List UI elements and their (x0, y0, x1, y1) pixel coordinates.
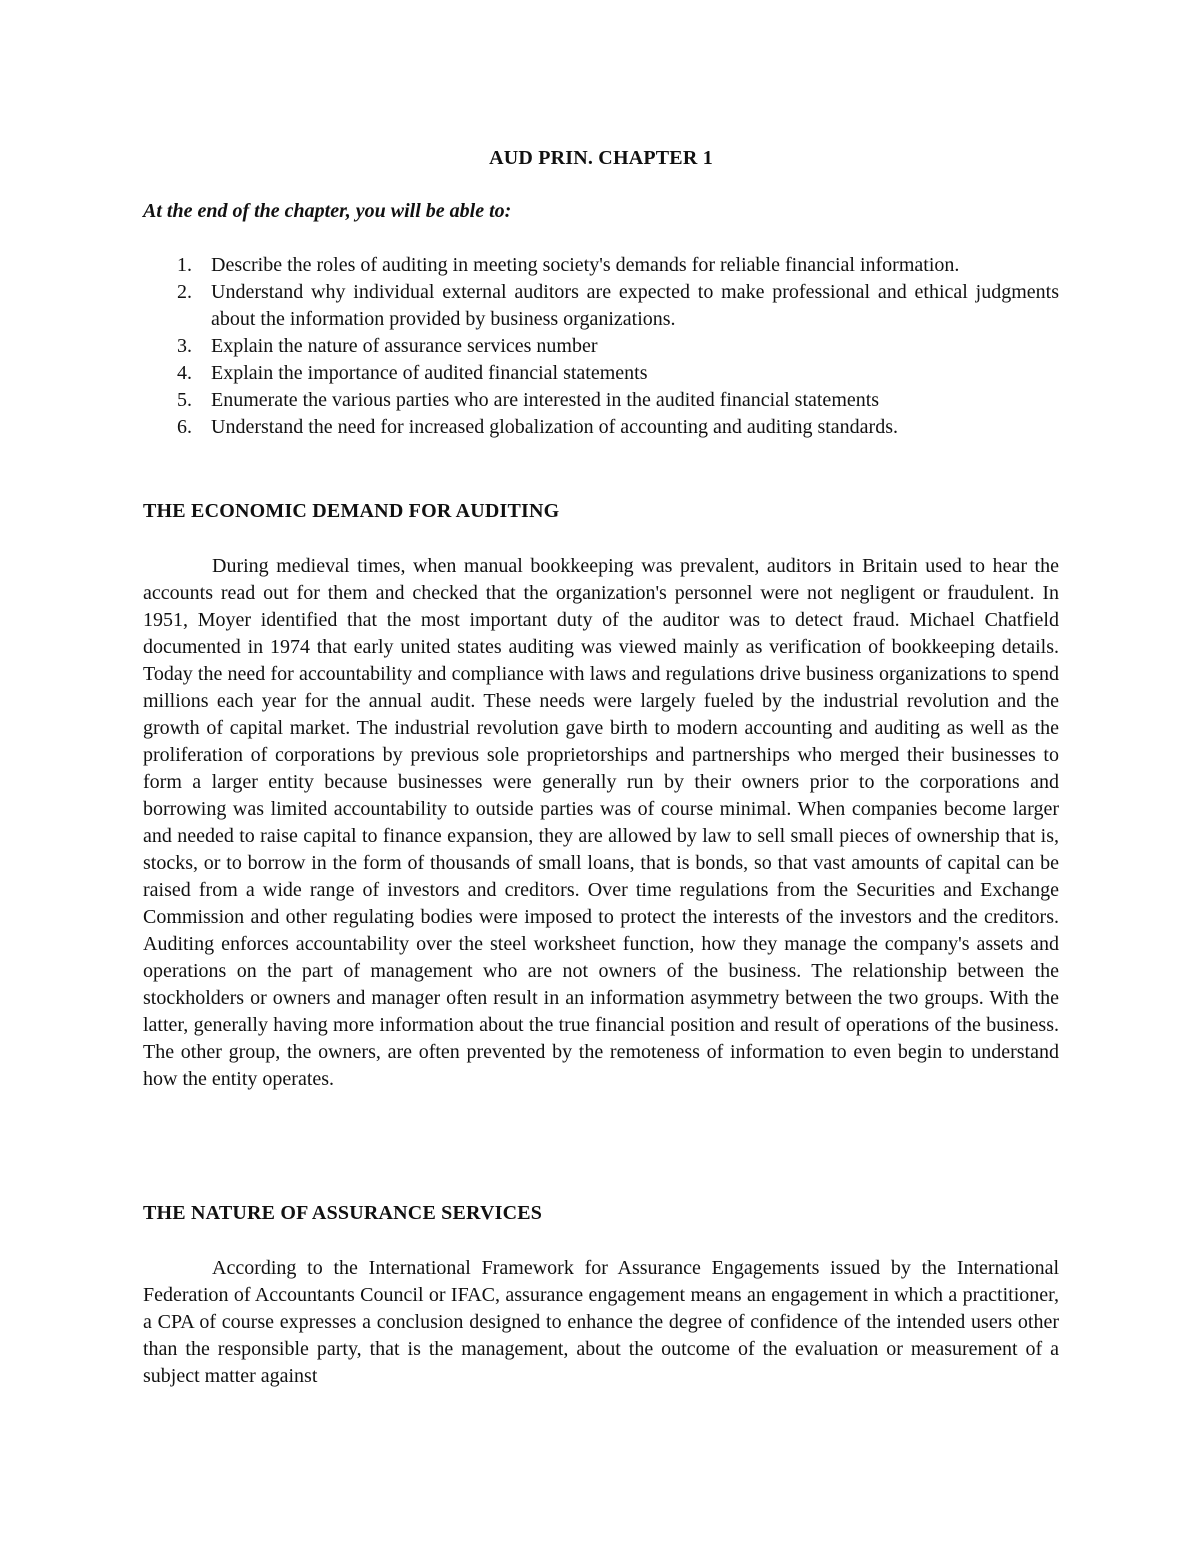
objective-text: Understand the need for increased globalization of accounting and auditing standards. (211, 416, 898, 438)
objective-item (143, 387, 1059, 414)
objective-item (143, 360, 1059, 387)
objective-item (143, 252, 1059, 279)
objective-item (143, 414, 1059, 441)
objective-item (143, 279, 1059, 333)
objectives-intro: At the end of the chapter, you will be able to: (143, 200, 512, 222)
section-heading-economic-demand: THE ECONOMIC DEMAND FOR AUDITING (143, 500, 560, 522)
objective-text: Explain the nature of assurance services number (211, 335, 598, 357)
objective-number: 2. (177, 281, 192, 303)
objective-number: 5. (177, 389, 192, 411)
learning-objectives-list (143, 252, 1059, 441)
section-body-economic-demand: During medieval times, when manual bookkeeping was prevalent, auditors in Britain used to hear the accounts read out for them and checked that the organization's personnel were not negligent or fraudulent. In 1951, Moyer identified that the most important duty of the auditor was to detect fraud. Michael Chatfield documented in 1974 that early united states auditing was viewed mainly as verification of bookkeeping details. Today the need for accountability and compliance with laws and regulations drive business organizations to spend millions each year for the annual audit. These needs were largely fueled by the industrial revolution and the growth of capital market. The industrial revolution gave birth to modern accounting and auditing as well as the proliferation of corporations by previous sole proprietorships and partnerships who merged their businesses to form a larger entity because businesses were generally run by their owners prior to the corporations and borrowing was limited accountability to outside parties was of course minimal. When companies become larger and needed to raise capital to finance expansion, they are allowed by law to sell small pieces of ownership that is, stocks, or to borrow in the form of thousands of small loans, that is bonds, so that vast amounts of capital can be raised from a wide range of investors and creditors. Over time regulations from the Securities and Exchange Commission and other regulating bodies were imposed to protect the interests of the investors and the creditors. Auditing enforces accountability over the steel worksheet function, how they manage the company's assets and operations on the part of management who are not owners of the business. The relationship between the stockholders or owners and manager often result in an information asymmetry between the two groups. With the latter, generally having more information about the true financial position and result of operations of the business. The other group, the owners, are often prevented by the remoteness of information to even begin to understand how the entity operates. (143, 555, 1059, 1090)
objective-text: Enumerate the various parties who are interested in the audited financial statements (211, 389, 880, 411)
objective-number: 4. (177, 362, 192, 384)
objective-item (143, 333, 1059, 360)
section-body-assurance-services: According to the International Framework for Assurance Engagements issued by the International Federation of Accountants Council or IFAC, assurance engagement means an engagement in which a practitioner, a CPA of course expresses a conclusion designed to enhance the degree of confidence of the intended users other than the responsible party, that is the management, about the outcome of the evaluation or measurement of a subject matter against (143, 1257, 1059, 1387)
section-heading-assurance-services: THE NATURE OF ASSURANCE SERVICES (143, 1202, 543, 1224)
objective-text: Explain the importance of audited financial statements (211, 362, 648, 384)
objective-number: 1. (177, 254, 192, 276)
objective-number: 6. (177, 416, 192, 438)
objective-number: 3. (177, 335, 192, 357)
chapter-title: AUD PRIN. CHAPTER 1 (489, 147, 713, 169)
objective-text: Describe the roles of auditing in meeting society's demands for reliable financial information. (211, 254, 960, 276)
objective-text: Understand why individual external auditors are expected to make professional and ethical judgments about the information provided by business organizations. (211, 281, 1059, 330)
